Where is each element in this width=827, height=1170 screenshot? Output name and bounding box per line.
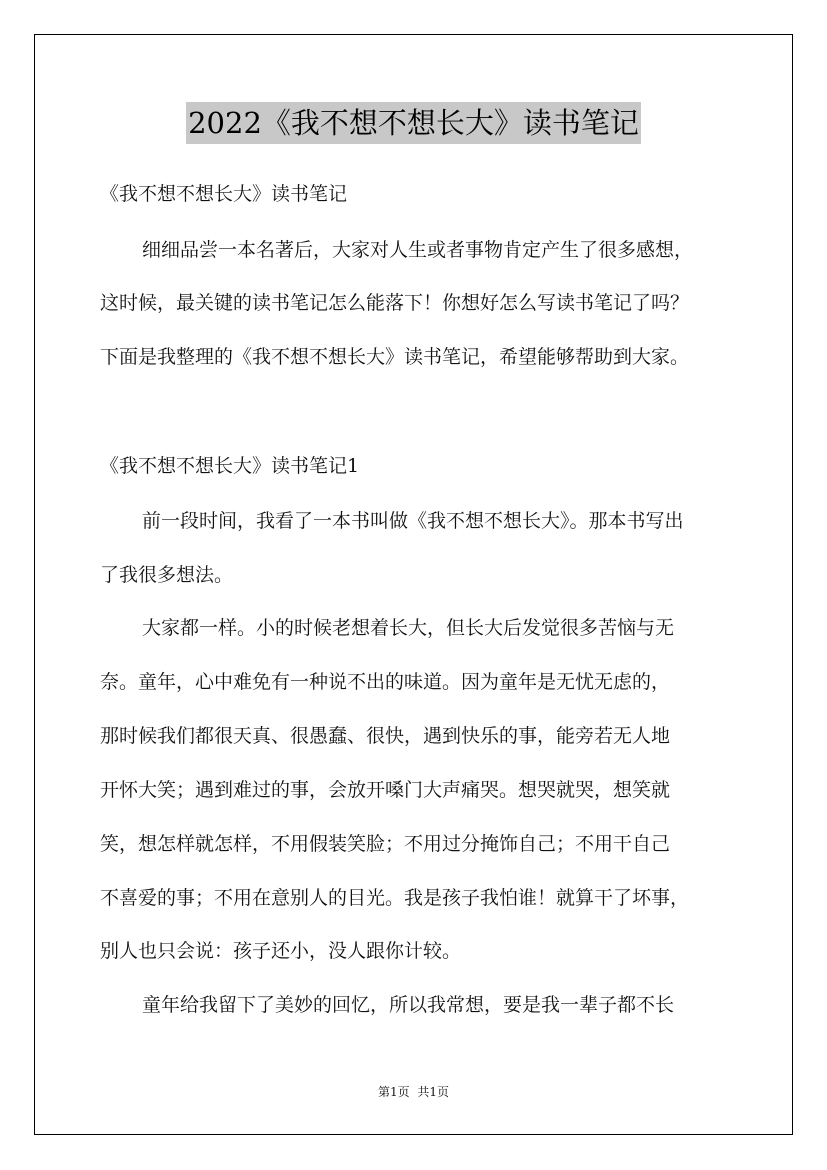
paragraph-line: 别人也只会说：孩子还小，没人跟你计较。 bbox=[100, 940, 462, 962]
paragraph-line: 了我很多想法。 bbox=[100, 564, 234, 586]
page-footer bbox=[0, 1083, 827, 1100]
paragraph-line: 下面是我整理的《我不想不想长大》读书笔记，希望能够帮助到大家。 bbox=[100, 346, 690, 368]
paragraph-line: 细细品尝一本名著后，大家对人生或者事物肯定产生了很多感想， bbox=[142, 239, 694, 261]
section-heading: 《我不想不想长大》读书笔记 bbox=[100, 183, 348, 205]
paragraph-line: 童年给我留下了美妙的回忆，所以我常想，要是我一辈子都不长 bbox=[142, 994, 675, 1016]
title-container bbox=[0, 102, 827, 144]
paragraph-line: 奈。童年，心中难免有一种说不出的味道。因为童年是无忧无虑的， bbox=[100, 671, 671, 693]
section-heading: 《我不想不想长大》读书笔记1 bbox=[100, 455, 360, 477]
paragraph-line: 不喜爱的事；不用在意别人的目光。我是孩子我怕谁！就算干了坏事， bbox=[100, 887, 690, 909]
paragraph-line: 这时候，最关键的读书笔记怎么能落下！你想好怎么写读书笔记了吗？ bbox=[100, 292, 690, 314]
paragraph-line: 那时候我们都很天真、很愚蠢、很快，遇到快乐的事，能旁若无人地 bbox=[100, 725, 671, 747]
page-number: 第1页 bbox=[377, 1085, 410, 1099]
page-total: 共1页 bbox=[417, 1085, 450, 1099]
paragraph-line: 笑，想怎样就怎样，不用假装笑脸；不用过分掩饰自己；不用干自己 bbox=[100, 833, 671, 855]
document-title: 2022《我不想不想长大》读书笔记 bbox=[186, 102, 641, 144]
paragraph-line: 前一段时间，我看了一本书叫做《我不想不想长大》。那本书写出 bbox=[142, 510, 684, 532]
paragraph-line: 大家都一样。小的时候老想着长大，但长大后发觉很多苦恼与无 bbox=[142, 617, 675, 639]
paragraph-line: 开怀大笑；遇到难过的事，会放开嗓门大声痛哭。想哭就哭，想笑就 bbox=[100, 779, 671, 801]
